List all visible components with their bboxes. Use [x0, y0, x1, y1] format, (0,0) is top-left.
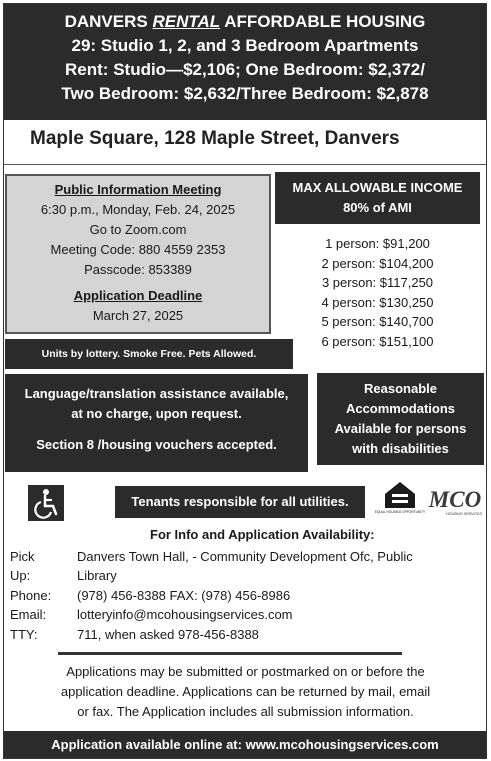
divider	[58, 652, 402, 655]
income-list	[275, 234, 480, 351]
accommodations-line-1: Reasonable	[364, 381, 437, 396]
pickup-label: Pick Up:	[10, 549, 35, 583]
info-title: For Info and Application Availability:	[150, 527, 375, 542]
divider	[4, 164, 486, 165]
meeting-site: Go to Zoom.com	[89, 222, 187, 237]
apply-line-3: or fax. The Application includes all submission information.	[77, 704, 414, 719]
income-title: MAX ALLOWABLE INCOME	[292, 180, 463, 195]
deadline-title: Application Deadline	[73, 288, 203, 303]
eho-label: EQUAL HOUSING OPPORTUNITY	[374, 510, 426, 514]
mco-logo-sub: HOUSING SERVICES	[446, 512, 482, 516]
voucher-line: Section 8 /housing vouchers accepted.	[36, 437, 277, 452]
header-line-1-post: AFFORDABLE HOUSING	[220, 12, 426, 31]
meeting-code: Meeting Code: 880 4559 2353	[50, 242, 226, 257]
income-row: 6 person: $151,100	[321, 333, 434, 349]
accommodations-line-3: Available for persons	[334, 421, 467, 436]
utilities-note: Tenants responsible for all utilities.	[115, 486, 365, 518]
income-row: 2 person: $104,200	[321, 255, 434, 271]
phone-label: Phone:	[10, 588, 52, 603]
equal-housing-icon	[374, 479, 426, 515]
accommodations-line-4: with disabilities	[352, 441, 449, 456]
income-header	[275, 172, 480, 224]
accommodations-box	[317, 373, 484, 465]
header-line-2: 29: Studio 1, 2, and 3 Bedroom Apartments	[71, 36, 419, 55]
mco-logo-text: MCO	[428, 487, 482, 512]
income-row: 1 person: $91,200	[325, 236, 430, 251]
apply-line-2: application deadline. Applications can be returned by mail, email	[60, 684, 431, 699]
deadline-date: March 27, 2025	[92, 308, 184, 323]
email-value: lotteryinfo@mcohousingservices.com	[77, 607, 293, 622]
income-row: 3 person: $117,250	[321, 275, 434, 290]
language-line-2: at no charge, upon request.	[71, 406, 242, 421]
apply-line-1: Applications may be submitted or postmarked on or before the	[66, 664, 425, 679]
footer-banner: Application available online at: www.mcohousingservices.com	[4, 731, 486, 758]
pickup-value: Danvers Town Hall, - Community Development Ofc, Public	[77, 549, 413, 564]
tty-label: TTY:	[10, 627, 38, 642]
meeting-passcode: Passcode: 853389	[84, 262, 192, 277]
email-label: Email:	[10, 607, 47, 622]
accommodations-line-2: Accommodations	[345, 401, 456, 416]
header-rental-word: RENTAL	[152, 12, 221, 31]
tty-value: 711, when asked 978-456-8388	[77, 627, 259, 642]
header-line-1	[4, 10, 486, 34]
pickup-value-cont: Library	[77, 568, 117, 583]
meeting-box	[5, 174, 271, 334]
wheelchair-icon	[28, 485, 64, 521]
header-line-1-pre: DANVERS	[64, 12, 153, 31]
phone-value: (978) 456-8388 FAX: (978) 456-8986	[77, 588, 291, 603]
units-note: Units by lottery. Smoke Free. Pets Allowed.	[5, 339, 293, 369]
meeting-time: 6:30 p.m., Monday, Feb. 24, 2025	[40, 202, 236, 217]
property-location: Maple Square, 128 Maple Street, Danvers	[30, 128, 400, 149]
mco-logo	[424, 483, 486, 519]
header-line-4: Two Bedroom: $2,632/Three Bedroom: $2,878	[61, 84, 429, 103]
income-subtitle: 80% of AMI	[343, 200, 412, 215]
header-banner	[4, 4, 486, 120]
language-box	[5, 374, 308, 472]
header-line-3: Rent: Studio—$2,106; One Bedroom: $2,372/	[65, 60, 425, 79]
meeting-title: Public Information Meeting	[54, 182, 222, 197]
language-line-1: Language/translation assistance available,	[24, 386, 289, 401]
apply-note	[18, 662, 473, 722]
income-row: 5 person: $140,700	[321, 314, 434, 329]
income-row: 4 person: $130,250	[321, 294, 434, 310]
